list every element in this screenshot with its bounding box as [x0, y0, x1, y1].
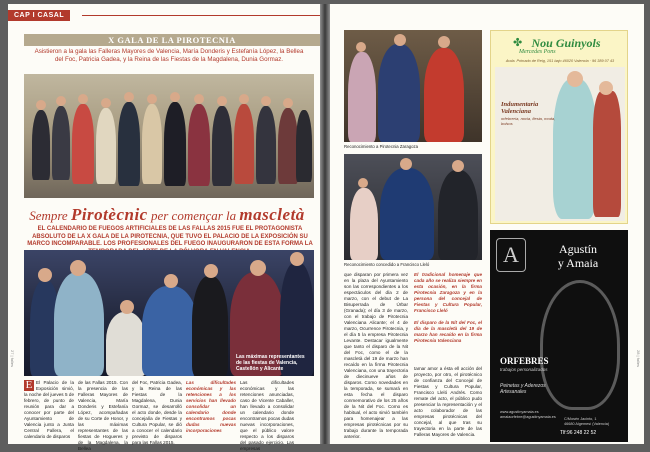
left-page — [8, 4, 320, 451]
ad-subline: orfebrería, novia, fiesta, moda, bolsos — [501, 116, 556, 126]
right-body-column-2: tamar amor a ésta ell acción del proyecto, por otro, el pirotécnico de confianza del Concejal de Fiestas y Cultura Popular, Francisco Lleló Andrés. Como remate del acto, el público pudo presenciar la representación y el acto colaborador de las empresas pirotécnicas del concejal, al que tras su trayectoria en la parte de las Falleras Mayores de Valencia. — [414, 366, 482, 437]
right-body-column-1: que disparan por primera vez en la plaza del Ayuntamiento son las correspondientes a los espectáculos del día 2 de marzo, con el debut de La Bisuperrada de Úrbar (Granada); el día 3 de marzo, con el trabajo de Pirotecnia Valenciana Alicante; el 4 de marzo, Ocurrence Pirotecnia, y el día 5 la empresa Pirotecnia Levante. Destacar igualmente que tanto el disparo de la Nit del Foc, como el de la mascletà del 19 de marzo han recaído en la firma Pirotecnia Valenciana, con una trayectoria de diecinueve años de disparos. Como novedades en la temporada, se sumará en esta fecha el disparo conmemorativo de los 25 años de la Nit del Foc. Como es habitual, el acto sirvió también para homenajear a las empresas pirotécnicas por su trabajo durante la temporada anterior. — [344, 272, 409, 439]
page-spine — [320, 4, 330, 444]
ad-brand: Nou Guinyols — [531, 36, 601, 50]
pull-quote-right-1: El tradicional homenaje que cada año se realiza siempre en esta ocasión, en la firma Pirotecnia Zaragoza y en la persona del concejal de Fiestas y Cultura Popular, Francisco Lleló — [414, 272, 482, 313]
subtitle-mid: per començar la — [150, 208, 237, 223]
right-page — [330, 4, 644, 444]
ad-role: ORFEBRES — [500, 356, 549, 366]
section-tag: CAP I CASAL — [8, 10, 70, 21]
subtitle-word-mascleta: mascletà — [239, 205, 305, 224]
award-photo-zaragoza — [344, 30, 482, 142]
ad-agustin-amaia[interactable] — [490, 230, 628, 442]
body-column-2: de las Fallas 2015. Con la presencia de las Falleras Mayores de Valencia, María Donderis y Estefanía López, acompañadas de su Corte de Honor, y las máximas representantes de las fiestas de Hogueres y de la Magdalena, la Bellea — [78, 380, 128, 451]
group-photo — [24, 74, 314, 198]
subtitle-word-pirotecnic: Pirotècnic — [70, 205, 148, 224]
caption-award-llelo: Reconocimiento concedido a Francisco Lleló — [344, 262, 430, 267]
ad-address: Avda. Primado de Reig, 151 bajo 46020 Valencia · 96 389 07 43 — [505, 59, 615, 63]
award-photo-llelo — [344, 154, 482, 260]
ad-children-photo — [495, 67, 625, 221]
body-column-1: E El Palacio de la Exposición sirvió, la noche del jueves 5 de febrero, de punto de reunión para dar a conocer por parte del Ayuntamiento de Valencia junto a Junta Central Fallera, el calendario de disparos — [24, 379, 74, 439]
article-banner-title: X GALA DE LA PIROTECNIA — [24, 34, 320, 46]
ad-phone: Tlf:96 248 22 52 — [560, 430, 597, 436]
ad-web[interactable]: www.agustinyamaia.es — [500, 410, 539, 414]
article-lede: EL CALENDARIO DE FUEGOS ARTIFICIALES DE LAS FALLAS 2015 FUE EL PROTAGONISTA ABSOLUTO DE LA X GALA DE LA PIROTECNIA, QUE TUVO EL PALACIO DE LA EXPOSICIÓN SU MARCO INCOMPARABLE. LOS PROFESIONALES DEL FUEGO INAUGURARON DE ESTA FORMA LA — [27, 226, 313, 247]
article-intro: Asistieron a la gala las Falleras Mayores de Valencia, María Donderis y Estefanía López, la Bellea del Foc, Patricia Gadea, y la Reina de las Fiestas de la Magdalena, Dunia Gormaz. — [34, 48, 304, 63]
article-subtitle — [22, 205, 312, 225]
queens-photo-caption: Las máximas representantes de las fiestas de Valencia, Castellón y Alicante — [236, 354, 305, 372]
body-column-3: del Foc, Patricia Gadea, y la Reina de las Fiestas de la Magdalena, Dunia Gormaz, se desarrolló el acto donde, desde la concejalía de Fiestas y Cultura Popular, se dió a conocer el calendario previsto de disparos para las Fallas 2015. — [132, 380, 182, 445]
pull-quote-left: Las dificultades económicas y las retenciones a los servicios han llevado consolidar un calendario donde encontramos pocas dudas nuevas incorporaciones — [186, 380, 236, 433]
folio-right: 28 | falles — [636, 350, 641, 368]
pull-quote-right-2: El disparo de la Nit del Foc, el día de la mascletà del 19 de marzo han recaído en la firma Pirotecnia Valenciana — [414, 320, 482, 343]
ad-role-sub: trabajos personalizados — [500, 367, 548, 372]
folio-left: 27 | falles — [10, 350, 15, 368]
queens-photo — [24, 250, 314, 376]
ad-nou-guinyols[interactable] — [490, 30, 628, 224]
section-rule — [82, 15, 320, 16]
monogram-icon: A — [496, 238, 526, 272]
ad-brand-sub: Mercedes Pons — [519, 49, 556, 55]
body-column-5: Las dificultades económicas y las retenciones anunciadas, caso de Vicente Caballer, han llevado a consolidar un calendario donde encontramos pocas dudas nuevas incorporaciones, que el público valore respecto a los disparos del pasado ejercicio. Las empresas — [240, 380, 294, 451]
ad-products: Peinetas y Aderezos Artesanales — [500, 383, 546, 395]
drop-cap: E — [25, 379, 33, 391]
subtitle-prefix: Sempre — [29, 208, 68, 223]
caption-award-zaragoza: Reconocimiento a Pirotecnia Zaragoza — [344, 144, 419, 149]
ad-headline: Indumentaria Valenciana — [501, 101, 539, 115]
ad-address-block: C/Mosén Jacinto, 1 46680 Algemesí (Valencia) — [564, 417, 610, 426]
ad-name: Agustín y Amaia — [557, 242, 599, 270]
ad-email[interactable]: amaiaorfebre@agustinyamaia.es — [500, 415, 556, 419]
clover-icon: ✤ — [513, 37, 523, 49]
